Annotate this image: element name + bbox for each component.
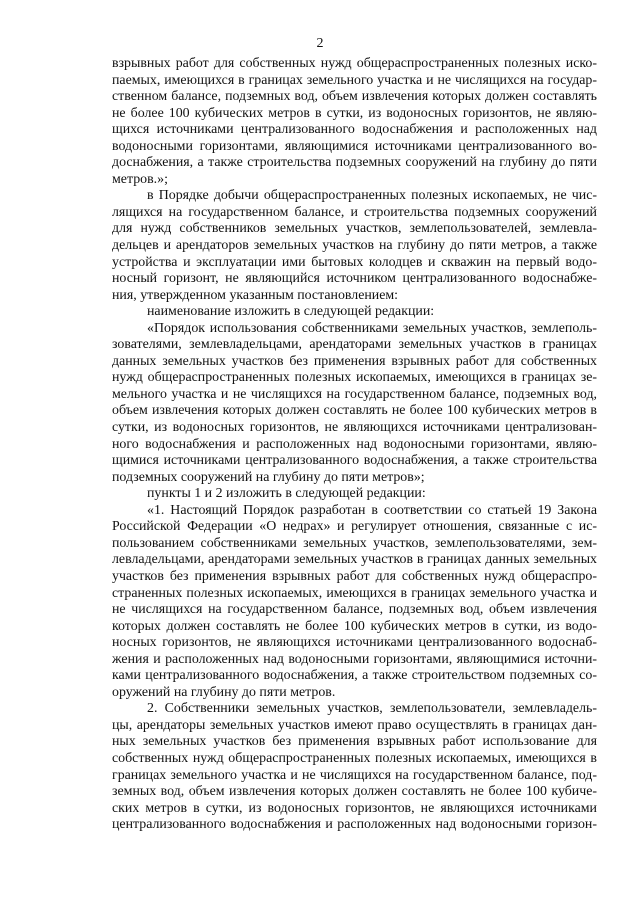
text-line: устройства и эксплуатации ими бытовых колодцев и скважин на первый водо- [112,254,597,270]
text-line: дельцев и арендаторов земельных участков на глубину до пяти метров, а также [112,238,597,254]
text-line: лящихся на государственном балансе, и строительства подземных сооружений [112,204,597,220]
text-line: щихся источниками централизованного водоснабжения и расположенных над [112,122,597,138]
text-line: «Порядок использования собственниками земельных участков, землеполь- [147,320,597,336]
text-line: 2. Собственники земельных участков, землепользователи, землевладель- [147,701,597,717]
text-line: в Порядке добычи общераспространенных полезных ископаемых, не чис- [147,188,597,204]
text-line: подземных сооружений на глубину до пяти метров»; [112,469,425,485]
text-line: Российской Федерации «О недрах» и регулирует отношения, связанные с ис- [112,519,597,535]
text-line: ного водоснабжения и расположенных над водоносными горизонтами, являю- [112,436,597,452]
text-line: ских метров в сутки, из водоносных горизонтов, не являющихся источниками [112,800,597,816]
text-line: сутки, из водоносных горизонтов, не являющихся источниками централизован- [112,420,597,436]
text-line: ственном балансе, подземных вод, объем извлечения которых должен составлять [112,89,597,105]
text-line: цы, арендаторы земельных участков имеют право осуществлять в границах дан- [112,717,597,733]
text-line: носный горизонт, не являющийся источником централизованного водоснабже- [112,271,597,287]
text-line: метров.»; [112,171,168,187]
text-line: нужд общераспространенных полезных ископаемых, имеющихся в границах зе- [112,370,597,386]
text-line: «1. Настоящий Порядок разработан в соответствии со статьей 19 Закона [147,502,597,518]
text-line: объем извлечения которых должен составлять не более 100 кубических метров в [112,403,597,419]
text-line: взрывных работ для собственных нужд общераспространенных полезных иско- [112,56,597,71]
text-line: водоносными горизонтами, являющимися источниками централизованного во- [112,138,597,154]
text-line: пункты 1 и 2 изложить в следующей редакции: [147,486,426,502]
text-line: щимися источниками централизованного водоснабжения, а также строительства [112,453,597,469]
text-line: доснабжения, а также строительства подземных сооружений на глубину до пяти [112,155,597,171]
text-line: оружений на глубину до пяти метров. [112,684,336,700]
text-line: левладельцами, арендаторами земельных участков в границах данных земельных [112,552,597,568]
text-line: участков без применения взрывных работ для собственных нужд общераспро- [112,568,597,584]
document-body [112,56,597,834]
text-line: данных земельных участков без применения взрывных работ для собственных [112,353,597,369]
text-line: собственных нужд общераспространенных полезных ископаемых, имеющихся в [112,750,597,766]
text-line: централизованного водоснабжения и расположенных над водоносными горизон- [112,817,597,833]
text-line: не более 100 кубических метров в сутки, из водоносных горизонтов, не являю- [112,105,597,121]
text-line: ния, утвержденном указанным постановлением: [112,287,399,303]
text-line: страненных полезных ископаемых, имеющихся в границах земельного участка и [112,585,597,601]
text-line: земных вод, объем извлечения которых должен составлять не более 100 кубиче- [112,784,597,800]
text-line: мельного участка и не числящихся на государственном балансе, подземных вод, [112,386,597,402]
text-line: ных земельных участков без применения взрывных работ использование для [112,734,597,750]
text-line: паемых, имеющихся в границах земельного участка и не числящихся на государ- [112,72,597,88]
text-line: не числящихся на государственном балансе, подземных вод, объем извлечения [112,602,597,618]
text-line: границах земельного участка и не числящихся на государственном балансе, под- [112,767,597,783]
text-line: пользованием собственниками земельных участков, землепользователями, зем- [112,535,597,551]
text-line: наименование изложить в следующей редакции: [147,304,435,320]
text-line: для нужд собственников земельных участков, землепользователей, землевла- [112,221,597,237]
text-line: ками централизованного водоснабжения, а также строительством подземных со- [112,668,597,684]
text-line: жения и расположенных над водоносными горизонтами, являющимися источни- [112,651,597,667]
text-line: носных горизонтов, не являющихся источниками централизованного водоснаб- [112,635,597,651]
text-line: зователями, землевладельцами, арендаторами земельных участков в границах [112,337,597,353]
text-line: которых должен составлять не более 100 кубических метров в сутки, из водо- [112,618,597,634]
page-number: 2 [316,36,324,51]
